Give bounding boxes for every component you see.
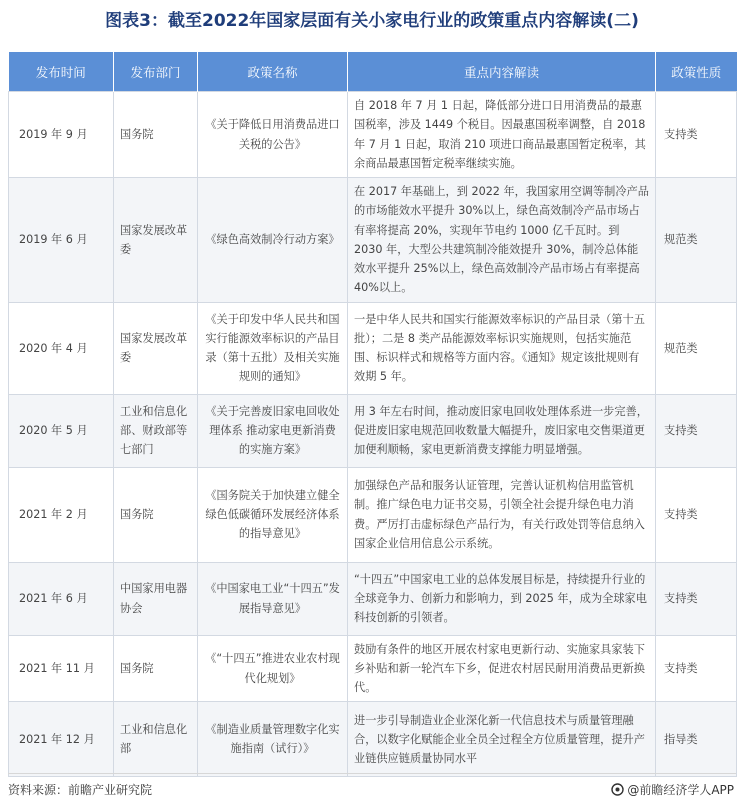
cell-content: 用 3 年左右时间，推动废旧家电回收处理体系进一步完善，促进废旧家电规范回收数量大幅提升，废旧家电交售渠道更加便利顺畅，家电更新消费支撑能力明显增强。 [348,394,656,467]
cell-nature: 支持类 [656,635,737,702]
cell-department: 国家发展改革委 [114,302,198,394]
cell-time: 2021 年 12 月 [9,702,114,777]
cell-content: 自 2018 年 7 月 1 日起，降低部分进口日用消费品的最惠国税率，涉及 1449 个税目。因最惠国税率调整，自 2018 年 7 月 1 日起，取消 210 项进口商品最惠国暂定税率，其余商品最惠国暂定税率继续实施。 [348,92,656,178]
cell-time: 2020 年 4 月 [9,302,114,394]
cell-nature: 支持类 [656,92,737,178]
header-policy-nature: 政策性质 [656,52,737,92]
cell-nature: 支持类 [656,562,737,635]
cell-nature: 规范类 [656,178,737,303]
table-row [9,467,737,562]
table-row [9,702,737,777]
cell-nature: 规范类 [656,302,737,394]
cell-content: 在 2017 年基础上，到 2022 年，我国家用空调等制冷产品的市场能效水平提升 30%以上，绿色高效制冷产品市场占有率将提高 20%，实现年节电约 1000 亿千瓦时。到 2030 年，大型公共建筑制冷能效提升 30%，制冷总体能效水平提升 25%以上，绿色高效制冷产品市场占有率提高 40%以上。 [348,178,656,303]
cell-time: 2019 年 6 月 [9,178,114,303]
cell-policy-name: 《绿色高效制冷行动方案》 [198,178,348,303]
cell-department: 国家发展改革委 [114,178,198,303]
cell-department: 中国家用电器协会 [114,562,198,635]
cell-content: 进一步引导制造业企业深化新一代信息技术与质量管理融合，以数字化赋能企业全员全过程全方位质量管理，提升产业链供应链质量协同水平 [348,702,656,777]
cell-policy-name: 《国务院关于加快建立健全绿色低碳循环发展经济体系的指导意见》 [198,467,348,562]
cell-nature: 支持类 [656,467,737,562]
cell-content: 一是中华人民共和国实行能源效率标识的产品目录（第十五批）；二是 8 类产品能源效率标识实施规则，包括实施范围、标识样式和规格等方面内容。《通知》规定该批规则有效期 5 年。 [348,302,656,394]
cell-policy-name: 《“十四五”推进农业农村现代化规划》 [198,635,348,702]
table-row [9,562,737,635]
table-row [9,178,737,303]
cell-department: 工业和信息化部、财政部等七部门 [114,394,198,467]
brand-text: @前瞻经济学人APP [627,783,734,797]
cell-department: 国务院 [114,635,198,702]
page-title: 图表3：截至2022年国家层面有关小家电行业的政策重点内容解读(二) [105,11,639,31]
cell-nature: 支持类 [656,394,737,467]
cell-department: 国务院 [114,467,198,562]
cell-policy-name: 《制造业质量管理数字化实施指南（试行）》 [198,702,348,777]
table-row [9,92,737,178]
cell-policy-name: 《关于降低日用消费品进口关税的公告》 [198,92,348,178]
cell-time: 2021 年 2 月 [9,467,114,562]
cell-content: 加强绿色产品和服务认证管理，完善认证机构信用监管机制。推广绿色电力证书交易，引领全社会提升绿色电力消费。严厉打击虚标绿色产品行为，有关行政处罚等信息纳入国家企业信用信息公示系统。 [348,467,656,562]
cell-nature: 指导类 [656,702,737,777]
cell-department: 工业和信息化部 [114,702,198,777]
header-department: 发布部门 [114,52,198,92]
brand-logo-icon [611,783,624,796]
header-key-content: 重点内容解读 [348,52,656,92]
table-row [9,635,737,702]
table-header-row [9,52,737,92]
header-release-time: 发布时间 [9,52,114,92]
cell-department: 国务院 [114,92,198,178]
policy-table [8,52,737,777]
cell-time: 2021 年 6 月 [9,562,114,635]
footer-divider [8,773,736,774]
cell-time: 2020 年 5 月 [9,394,114,467]
cell-content: “十四五”中国家电工业的总体发展目标是，持续提升行业的全球竞争力、创新力和影响力，到 2025 年，成为全球家电科技创新的引领者。 [348,562,656,635]
cell-time: 2021 年 11 月 [9,635,114,702]
cell-policy-name: 《中国家电工业“十四五”发展指导意见》 [198,562,348,635]
table-row [9,302,737,394]
header-policy-name: 政策名称 [198,52,348,92]
cell-policy-name: 《关于印发中华人民共和国实行能源效率标识的产品目录（第十五批）及相关实施规则的通知》 [198,302,348,394]
cell-policy-name: 《关于完善废旧家电回收处理体系 推动家电更新消费的实施方案》 [198,394,348,467]
source-note: 资料来源：前瞻产业研究院 [8,783,153,797]
table-row [9,394,737,467]
brand-credit [611,781,734,798]
cell-content: 鼓励有条件的地区开展农村家电更新行动、实施家具家装下乡补贴和新一轮汽车下乡，促进农村居民耐用消费品更新换代。 [348,635,656,702]
cell-time: 2019 年 9 月 [9,92,114,178]
